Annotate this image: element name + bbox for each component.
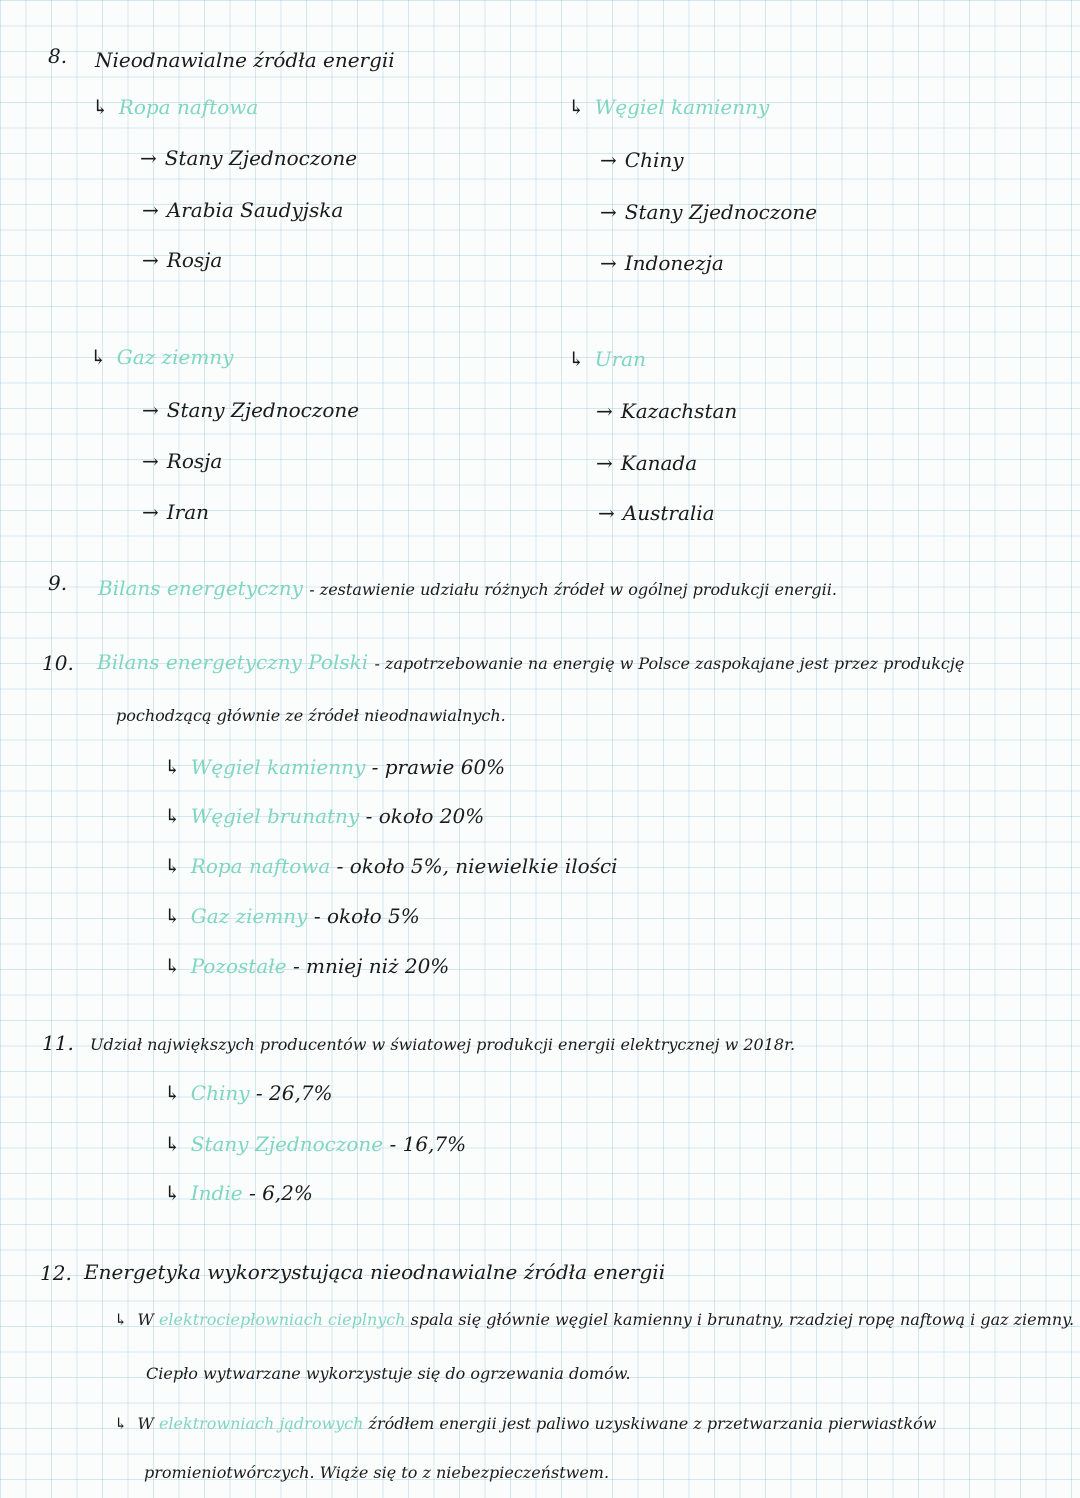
energy-source-value: - około 5%, niewielkie ilości: [336, 854, 618, 878]
paragraph-2-prefix: W: [137, 1414, 154, 1433]
uranium-item: [596, 453, 697, 473]
uranium-heading: [568, 349, 646, 369]
arrow-icon: →: [600, 200, 617, 224]
arrow-icon: →: [596, 399, 613, 423]
hook-arrow-icon: ↳: [164, 954, 181, 978]
poland-energy-row: [164, 757, 505, 777]
arrow-icon: →: [598, 501, 615, 525]
arrow-icon: →: [600, 148, 617, 172]
section-9-definition: - zestawienie udziału różnych źródeł w ogólnej produkcji energii.: [309, 580, 837, 599]
section-10-definition-cont: pochodzącą głównie ze źródeł nieodnawialnych.: [116, 706, 506, 725]
hook-arrow-icon: ↳: [114, 1414, 128, 1433]
paragraph-1-prefix: W: [137, 1310, 154, 1329]
section-10-line: [97, 652, 964, 672]
gas-item: [142, 400, 359, 420]
producer-value: - 16,7%: [389, 1132, 467, 1156]
energy-source-value: - prawie 60%: [371, 755, 506, 779]
energy-source-label: Węgiel brunatny: [190, 804, 360, 828]
oil-item: [142, 200, 343, 220]
section-12-title: Energetyka wykorzystująca nieodnawialne źródła energii: [84, 1260, 666, 1284]
hook-arrow-icon: ↳: [164, 755, 181, 779]
section-8-title: Nieodnawialne źródła energii: [95, 48, 395, 72]
uranium-item: [596, 401, 737, 421]
section-10-definition: - zapotrzebowanie na energię w Polsce zaspokajane jest przez produkcję: [374, 654, 965, 673]
arrow-icon: →: [596, 451, 613, 475]
gas-label: Gaz ziemny: [116, 345, 234, 369]
gas-heading: [90, 347, 233, 367]
coal-item: [600, 202, 817, 222]
producer-row: [164, 1083, 333, 1103]
section-12-paragraph-2: [114, 1416, 936, 1432]
coal-country-3: Indonezja: [624, 251, 724, 275]
hook-arrow-icon: ↳: [568, 347, 585, 371]
section-12-paragraph-1-cont: Ciepło wytwarzane wykorzystuje się do ogrzewania domów.: [146, 1364, 631, 1383]
poland-energy-row: [164, 806, 484, 826]
producer-label: Stany Zjednoczone: [190, 1132, 384, 1156]
arrow-icon: →: [142, 398, 159, 422]
producer-row: [164, 1183, 313, 1203]
uranium-country-1: Kazachstan: [620, 399, 738, 423]
coal-item: [600, 150, 684, 170]
oil-country-2: Arabia Saudyjska: [166, 198, 344, 222]
uranium-item: [598, 503, 715, 523]
producer-value: - 6,2%: [248, 1181, 313, 1205]
coal-country-2: Stany Zjednoczone: [624, 200, 818, 224]
hook-arrow-icon: ↳: [164, 1181, 181, 1205]
coal-label: Węgiel kamienny: [594, 95, 770, 119]
oil-item: [142, 250, 222, 270]
gas-country-1: Stany Zjednoczone: [166, 398, 360, 422]
section-8-number: 8.: [48, 44, 68, 68]
gas-item: [142, 451, 222, 471]
producer-label: Chiny: [190, 1081, 250, 1105]
uranium-country-2: Kanada: [620, 451, 698, 475]
coal-country-1: Chiny: [624, 148, 684, 172]
coal-item: [600, 253, 724, 273]
hook-arrow-icon: ↳: [90, 345, 107, 369]
energy-source-label: Węgiel kamienny: [190, 755, 366, 779]
poland-energy-row: [164, 956, 449, 976]
gas-country-2: Rosja: [166, 449, 223, 473]
oil-item: [140, 148, 357, 168]
section-12-paragraph-2-cont: promieniotwórczych. Wiąże się to z niebezpieczeństwem.: [144, 1463, 610, 1482]
uranium-label: Uran: [594, 347, 646, 371]
paragraph-1-text: spala się głównie węgiel kamienny i brunatny, rzadziej ropę naftową i gaz ziemny.: [410, 1310, 1075, 1329]
energy-source-label: Pozostałe: [190, 954, 287, 978]
hook-arrow-icon: ↳: [164, 804, 181, 828]
paragraph-2-term: elektrowniach jądrowych: [158, 1414, 364, 1433]
poland-energy-row: [164, 906, 420, 926]
energy-source-value: - około 20%: [365, 804, 485, 828]
oil-label: Ropa naftowa: [118, 95, 259, 119]
producer-label: Indie: [190, 1181, 243, 1205]
energy-source-label: Ropa naftowa: [190, 854, 331, 878]
poland-energy-row: [164, 856, 618, 876]
oil-country-3: Rosja: [166, 248, 223, 272]
section-12-paragraph-1: [114, 1312, 1074, 1328]
paragraph-2-text: źródłem energii jest paliwo uzyskiwane z przetwarzania pierwiastków: [368, 1414, 937, 1433]
gas-country-3: Iran: [166, 500, 210, 524]
hook-arrow-icon: ↳: [92, 95, 109, 119]
hook-arrow-icon: ↳: [114, 1310, 128, 1329]
producer-row: [164, 1134, 466, 1154]
energy-source-value: - mniej niż 20%: [292, 954, 450, 978]
section-9-term: Bilans energetyczny: [98, 576, 303, 600]
arrow-icon: →: [140, 146, 157, 170]
section-11-number: 11.: [42, 1031, 74, 1055]
energy-source-value: - około 5%: [313, 904, 420, 928]
section-10-term: Bilans energetyczny Polski: [97, 650, 369, 674]
section-12-number: 12.: [40, 1261, 72, 1285]
hook-arrow-icon: ↳: [568, 95, 585, 119]
coal-heading: [568, 97, 769, 117]
gas-item: [142, 502, 209, 522]
producer-value: - 26,7%: [255, 1081, 333, 1105]
section-9-line: [98, 578, 837, 598]
arrow-icon: →: [600, 251, 617, 275]
arrow-icon: →: [142, 198, 159, 222]
hook-arrow-icon: ↳: [164, 1132, 181, 1156]
energy-source-label: Gaz ziemny: [190, 904, 308, 928]
arrow-icon: →: [142, 449, 159, 473]
section-11-title: Udział największych producentów w światowej produkcji energii elektrycznej w 2018r.: [90, 1035, 796, 1054]
paragraph-1-term: elektrociepłowniach cieplnych: [158, 1310, 406, 1329]
hook-arrow-icon: ↳: [164, 904, 181, 928]
hook-arrow-icon: ↳: [164, 854, 181, 878]
oil-heading: [92, 97, 258, 117]
arrow-icon: →: [142, 248, 159, 272]
hook-arrow-icon: ↳: [164, 1081, 181, 1105]
oil-country-1: Stany Zjednoczone: [164, 146, 358, 170]
section-10-number: 10.: [42, 651, 74, 675]
arrow-icon: →: [142, 500, 159, 524]
section-9-number: 9.: [48, 571, 68, 595]
uranium-country-3: Australia: [622, 501, 715, 525]
